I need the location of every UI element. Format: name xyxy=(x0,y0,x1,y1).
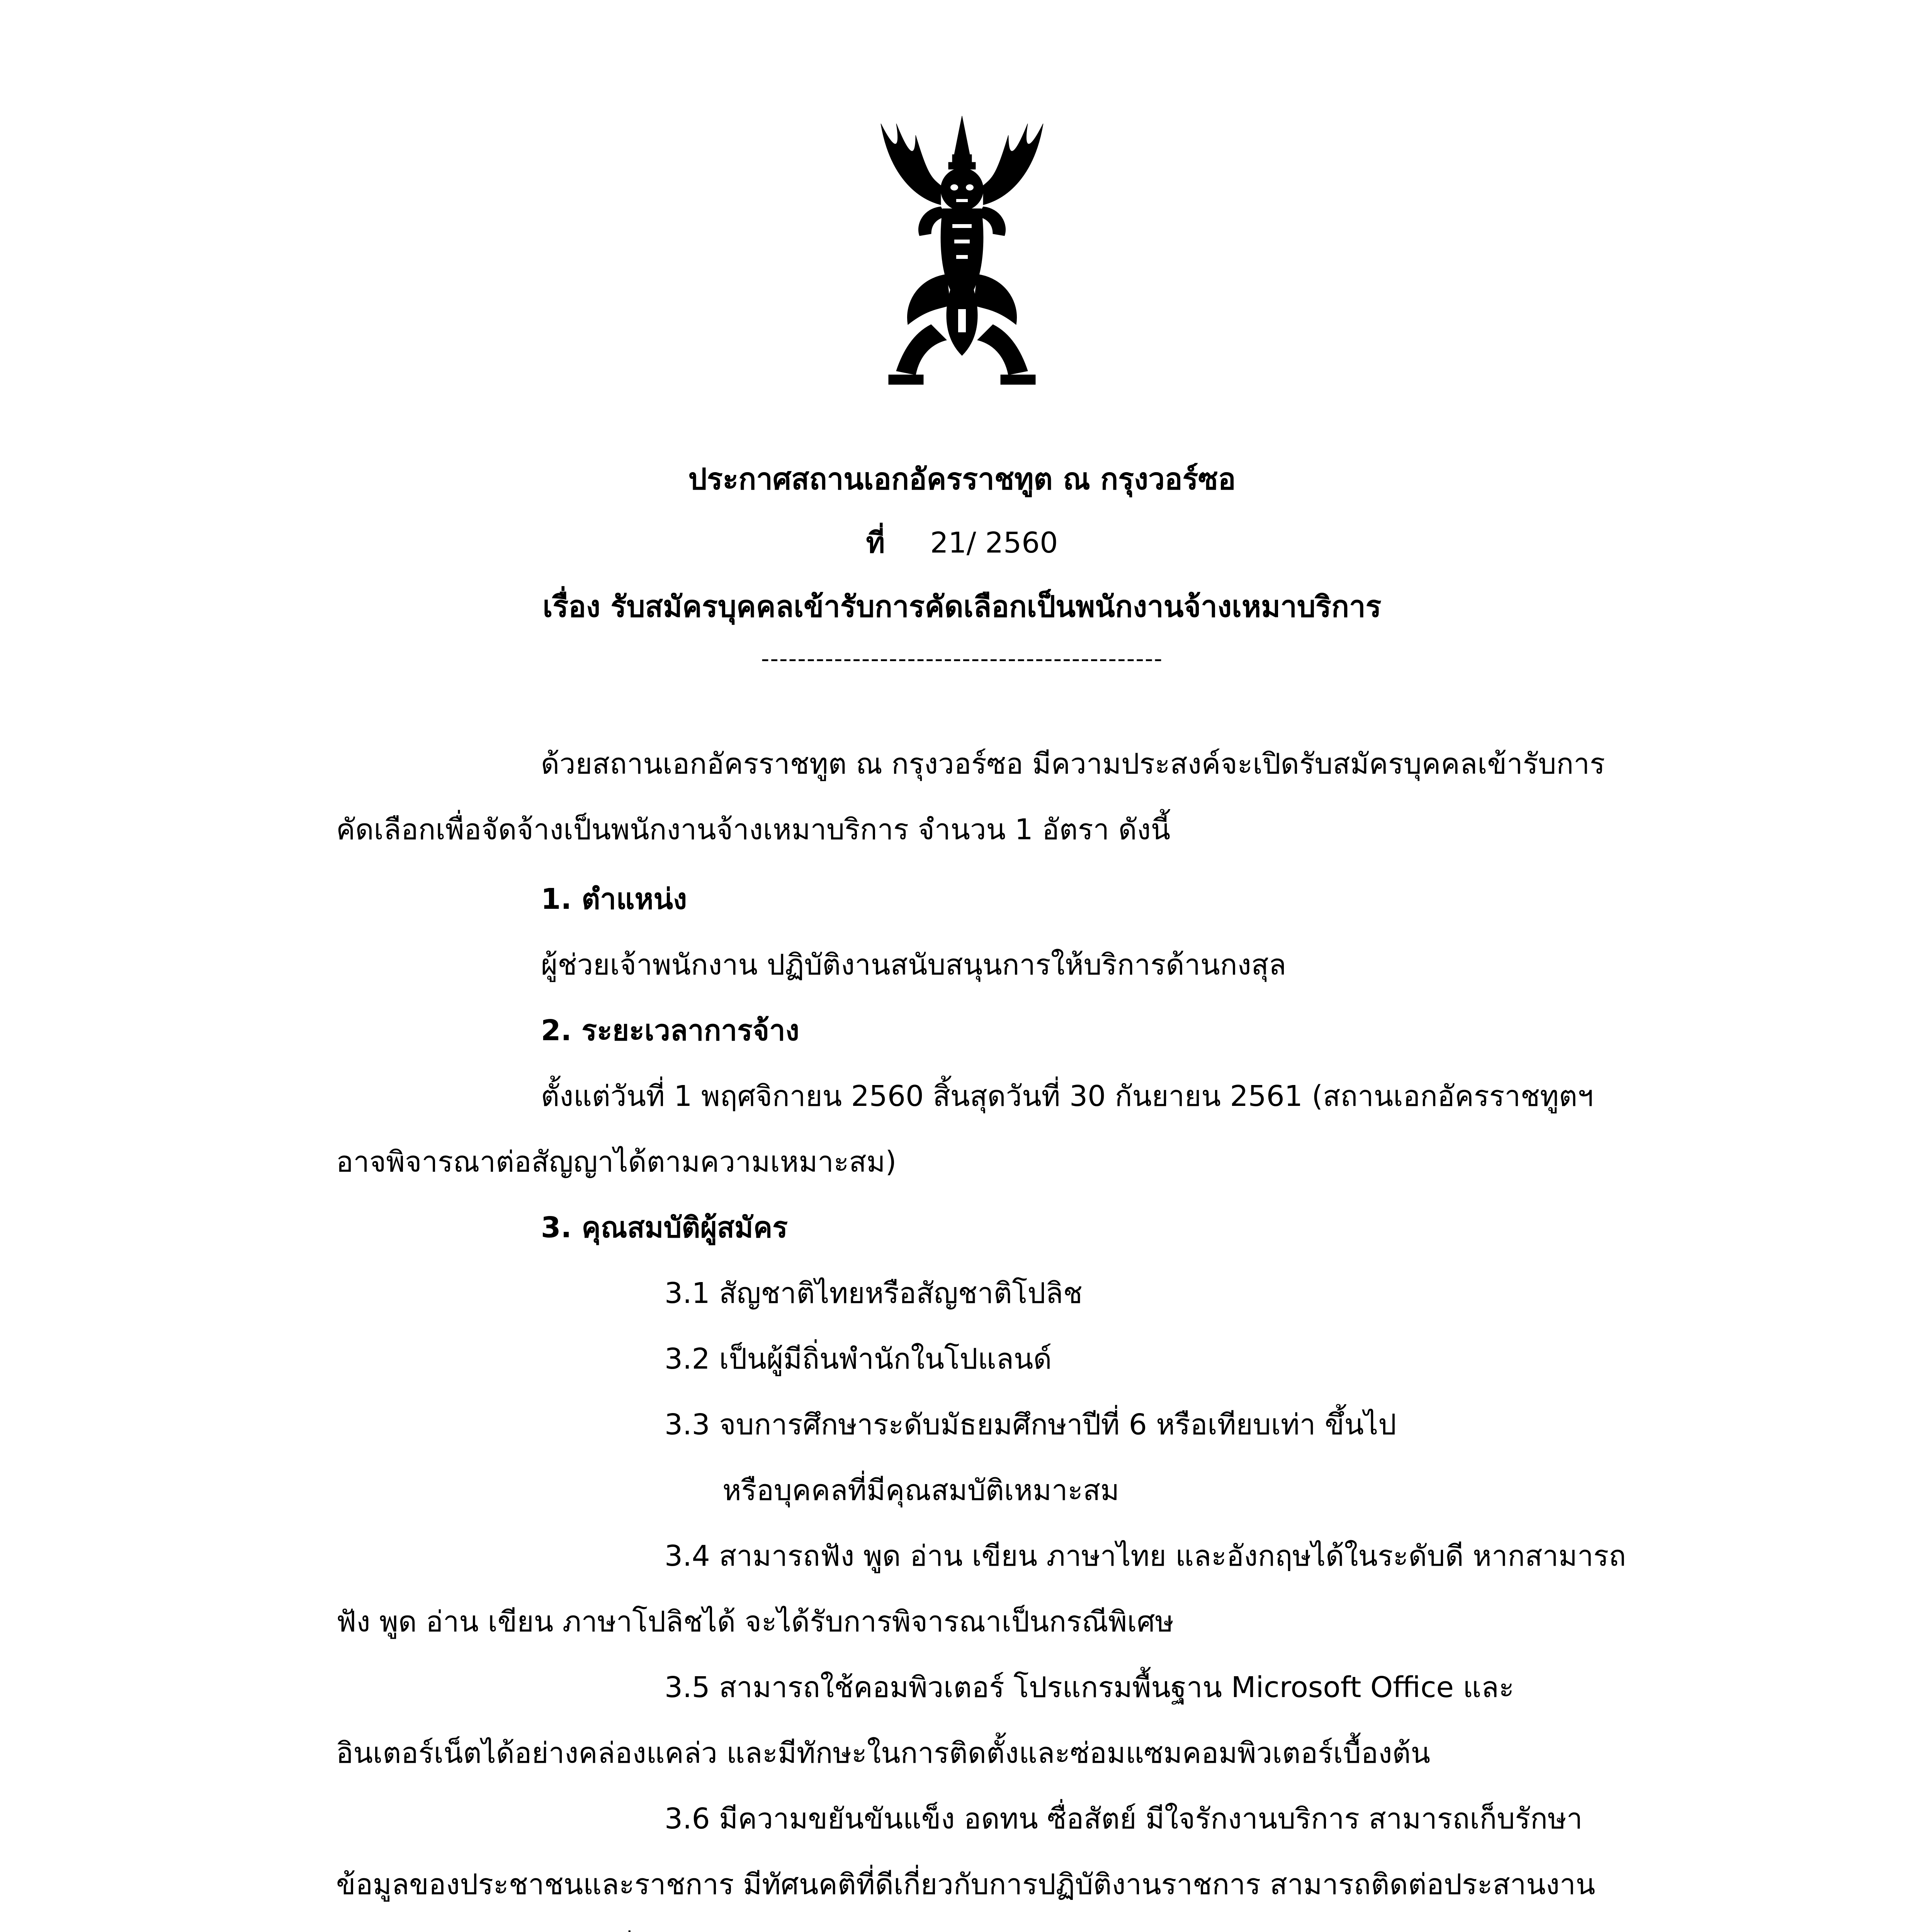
separator-line: -------------------------------------------- xyxy=(761,645,1163,672)
number-value: 21/ 2560 xyxy=(930,526,1058,560)
section-3-item-3-line-2: หรือบุคคลที่มีคุณสมบัติเหมาะสม xyxy=(722,1474,1120,1507)
section-2-heading: 2. ระยะเวลาการจ้าง xyxy=(541,1014,799,1047)
intro-line-1: ด้วยสถานเอกอัครราชทูต ณ กรุงวอร์ซอ มีความประสงค์จะเปิดรับสมัครบุคคลเข้ารับการ xyxy=(541,747,1605,781)
garuda-emblem-icon xyxy=(873,108,1051,402)
announcement-title: ประกาศสถานเอกอัครราชทูต ณ กรุงวอร์ซอ xyxy=(688,462,1236,496)
section-3-item-6-line-1: 3.6 มีความขยันขันแข็ง อดทน ซื่อสัตย์ มีใจรักงานบริการ สามารถเก็บรักษา xyxy=(665,1802,1583,1835)
section-1-heading: 1. ตำแหน่ง xyxy=(541,883,687,916)
section-3-item-4-line-1: 3.4 สามารถฟัง พูด อ่าน เขียน ภาษาไทย และอังกฤษได้ในระดับดี หากสามารถ xyxy=(665,1539,1626,1573)
section-3-item-3-line-1: 3.3 จบการศึกษาระดับมัธยมศึกษาปีที่ 6 หรือเทียบเท่า ขึ้นไป xyxy=(665,1408,1397,1441)
intro-line-2: คัดเลือกเพื่อจัดจ้างเป็นพนักงานจ้างเหมาบริการ จำนวน 1 อัตรา ดังนี้ xyxy=(336,813,1171,846)
section-3-item-4-line-2: ฟัง พูด อ่าน เขียน ภาษาโปลิชได้ จะได้รับการพิจารณาเป็นกรณีพิเศษ xyxy=(336,1605,1174,1638)
section-1-text: ผู้ช่วยเจ้าพนักงาน ปฏิบัติงานสนับสนุนการให้บริการด้านกงสุล xyxy=(541,948,1287,981)
section-2-line-1: ตั้งแต่วันที่ 1 พฤศจิกายน 2560 สิ้นสุดวันที่ 30 กันยายน 2561 (สถานเอกอัครราชทูตฯ xyxy=(541,1080,1594,1113)
announcement-number xyxy=(0,520,1924,565)
announcement-subject: เรื่อง รับสมัครบุคคลเข้ารับการคัดเลือกเป็นพนักงานจ้างเหมาบริการ xyxy=(542,589,1382,624)
section-3-item-1: 3.1 สัญชาติไทยหรือสัญชาติโปลิช xyxy=(665,1277,1083,1310)
section-3-item-5-line-1: 3.5 สามารถใช้คอมพิวเตอร์ โปรแกรมพื้นฐาน Microsoft Office และ xyxy=(665,1671,1514,1704)
section-3-heading: 3. คุณสมบัติผู้สมัคร xyxy=(541,1211,788,1244)
section-2-line-2: อาจพิจารณาต่อสัญญาได้ตามความเหมาะสม) xyxy=(336,1145,897,1179)
number-label: ที่ xyxy=(866,526,885,560)
section-3-item-2: 3.2 เป็นผู้มีถิ่นพำนักในโปแลนด์ xyxy=(665,1342,1052,1376)
section-3-item-6-line-2: ข้อมูลของประชาชนและราชการ มีทัศนคติที่ดีเกี่ยวกับการปฏิบัติงานราชการ สามารถติดต่อประสานงาน xyxy=(336,1868,1596,1901)
section-3-item-5-line-2: อินเตอร์เน็ตได้อย่างคล่องแคล่ว และมีทักษะในการติดตั้งและซ่อมแซมคอมพิวเตอร์เบื้องต้น xyxy=(336,1736,1431,1770)
